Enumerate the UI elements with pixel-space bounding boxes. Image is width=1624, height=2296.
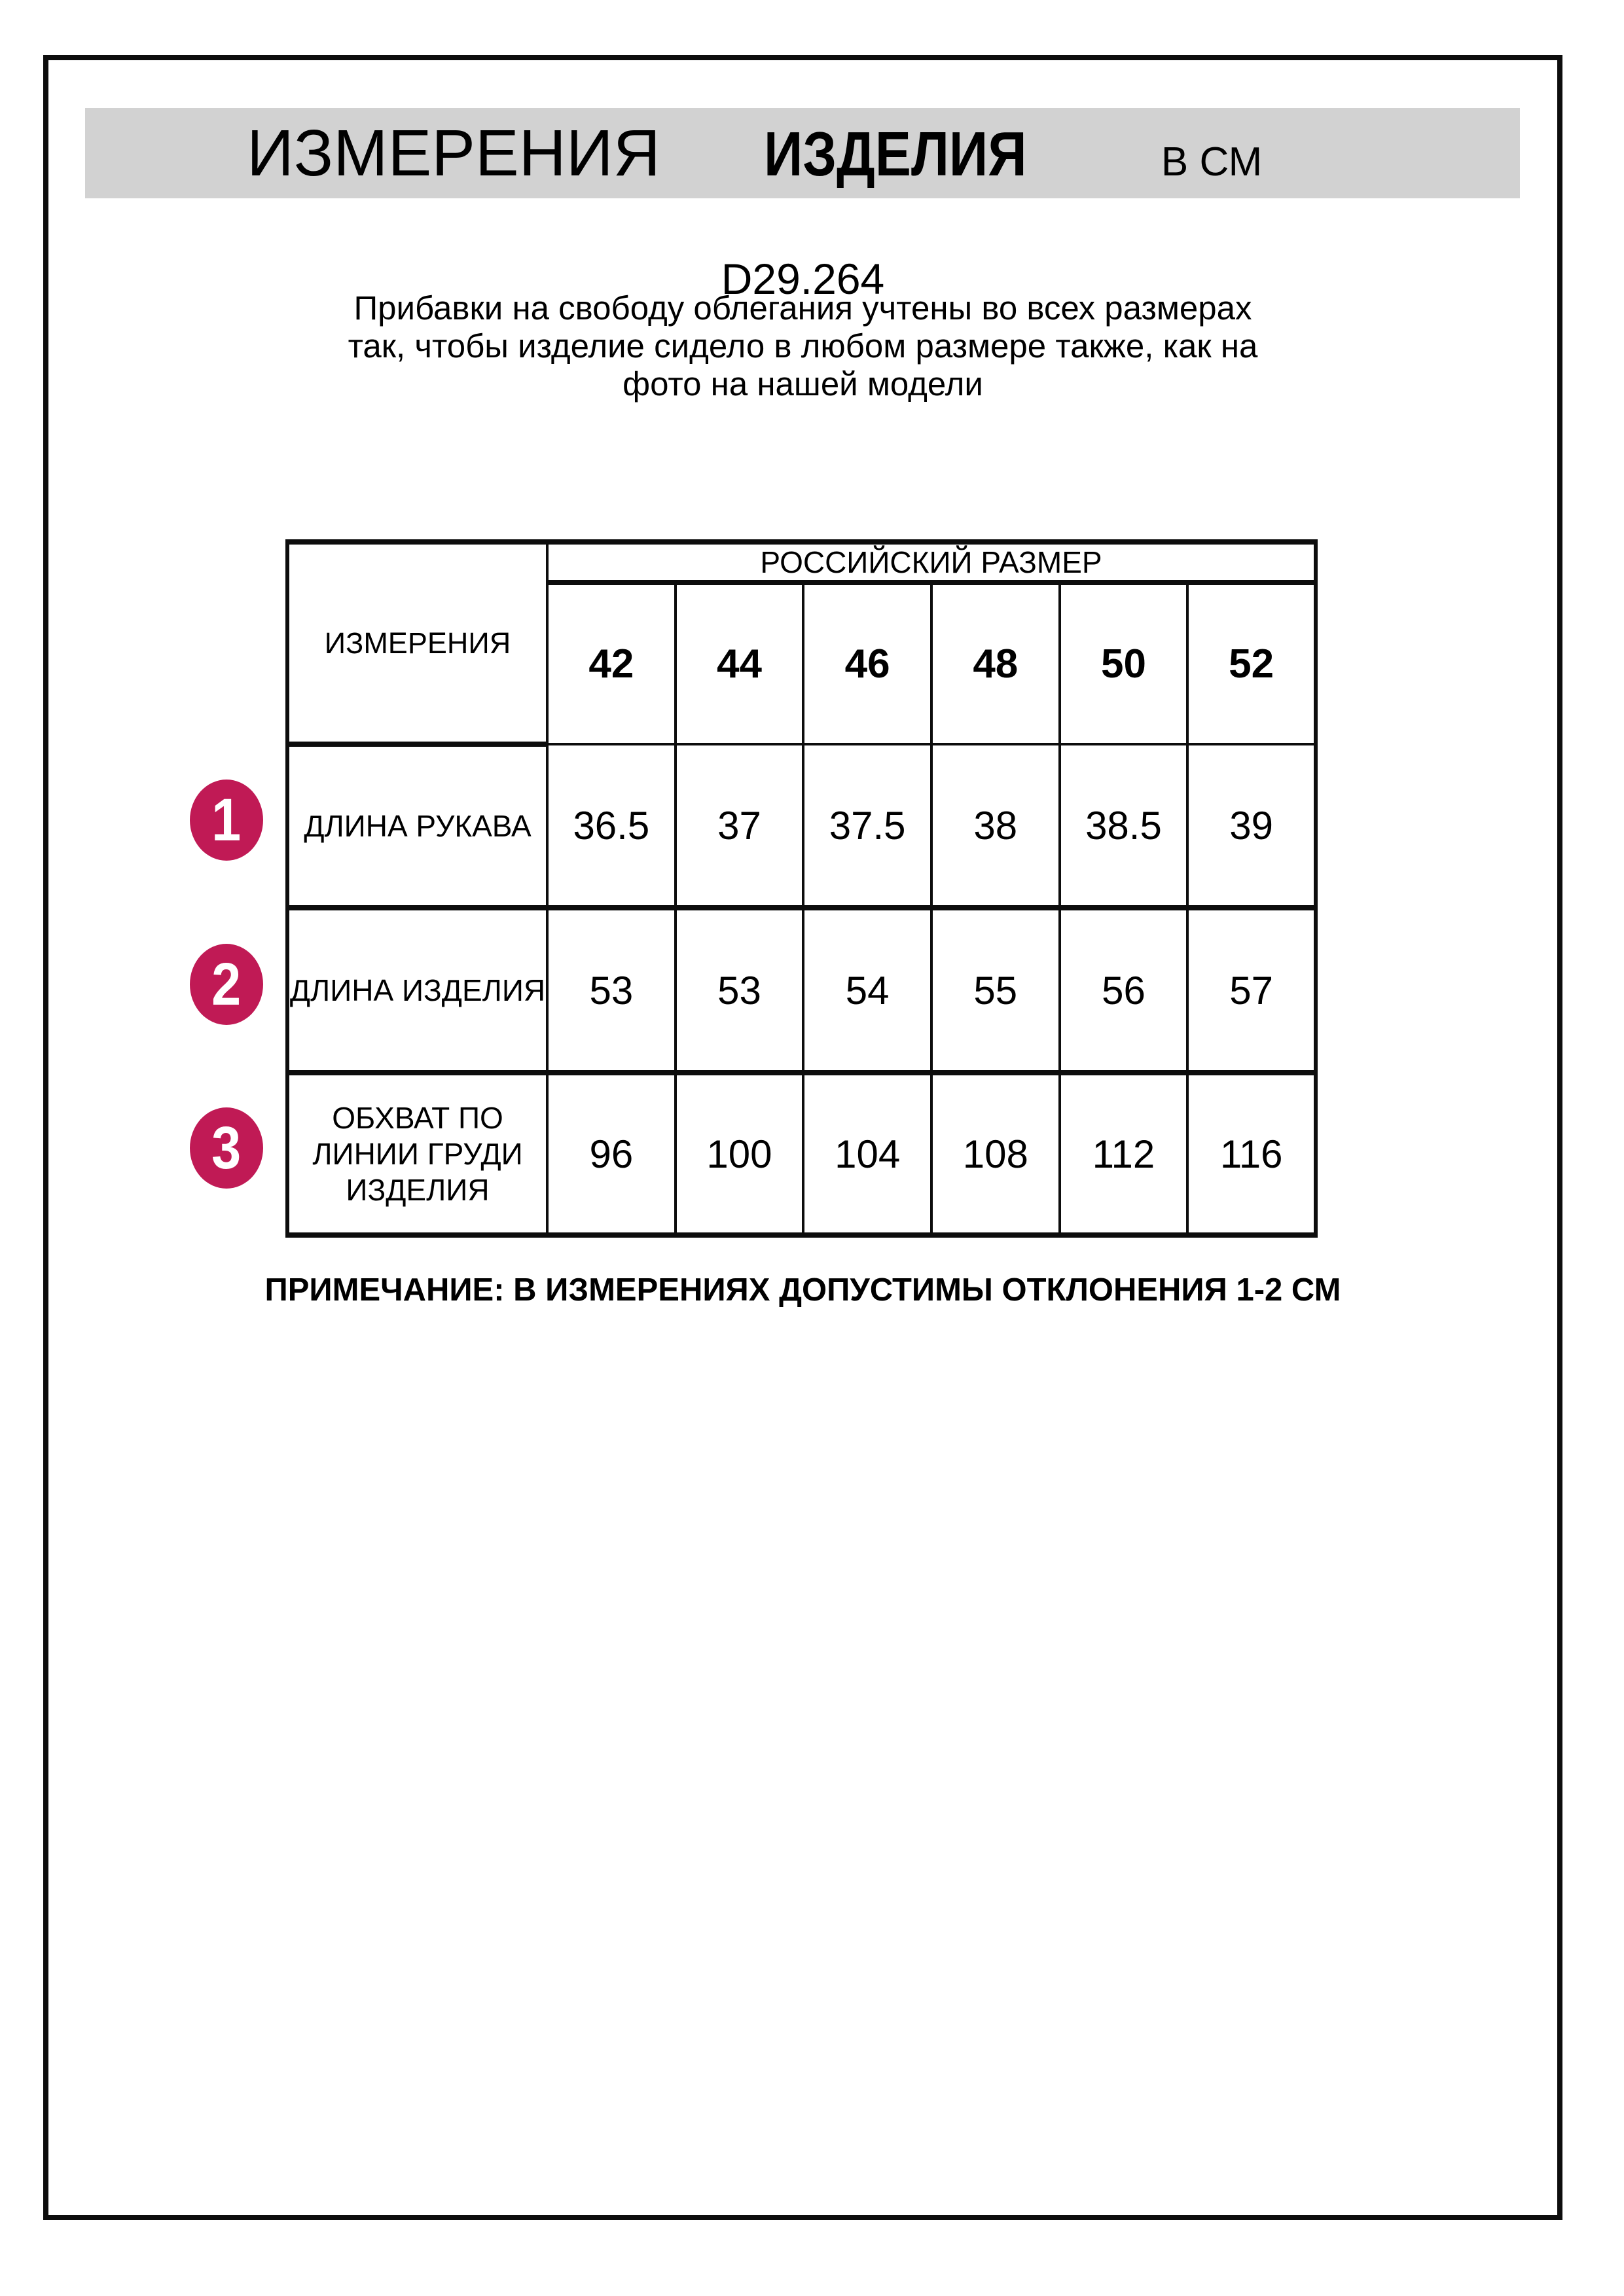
value-cell: 116 <box>1187 1073 1316 1235</box>
size-header-cell: 52 <box>1187 583 1316 744</box>
value-cell: 38.5 <box>1060 744 1188 908</box>
header-title-measurements: ИЗМЕРЕНИЯ <box>247 117 660 190</box>
row-label-chest-girth: ОБХВАТ ПО ЛИНИИ ГРУДИ ИЗДЕЛИЯ <box>287 1073 547 1235</box>
row-label-product-length: ДЛИНА ИЗДЕЛИЯ <box>287 908 547 1073</box>
article-code: D29.264 <box>721 255 885 303</box>
size-header-cell: 44 <box>676 583 804 744</box>
row-number-badge-1: 1 <box>190 780 263 861</box>
value-cell: 55 <box>931 908 1060 1073</box>
table-group-header: РОССИЙСКИЙ РАЗМЕР <box>547 542 1316 583</box>
value-cell: 53 <box>676 908 804 1073</box>
value-cell: 108 <box>931 1073 1060 1235</box>
value-cell: 100 <box>676 1073 804 1235</box>
value-cell: 38 <box>931 744 1060 908</box>
size-header-cell: 46 <box>803 583 931 744</box>
row-label-sleeve-length: ДЛИНА РУКАВА <box>287 744 547 908</box>
value-cell: 39 <box>1187 744 1316 908</box>
header-bar <box>85 108 1520 198</box>
table-corner-label: ИЗМЕРЕНИЯ <box>287 542 547 744</box>
value-cell: 36.5 <box>547 744 676 908</box>
value-cell: 96 <box>547 1073 676 1235</box>
header-title-product: ИЗДЕЛИЯ <box>763 119 1027 189</box>
value-cell: 54 <box>803 908 931 1073</box>
description-line: так, чтобы изделие сидело в любом размере также, как на <box>348 327 1258 365</box>
value-cell: 53 <box>547 908 676 1073</box>
size-table <box>285 539 1318 1238</box>
description-paragraph <box>43 289 1562 403</box>
size-header-cell: 50 <box>1060 583 1188 744</box>
size-header-cell: 48 <box>931 583 1060 744</box>
description-line: фото на нашей модели <box>623 365 983 403</box>
value-cell: 37.5 <box>803 744 931 908</box>
value-cell: 56 <box>1060 908 1188 1073</box>
description-line: Прибавки на свободу облегания учтены во всех размерах <box>353 289 1252 327</box>
value-cell: 104 <box>803 1073 931 1235</box>
row-number-badge-2: 2 <box>190 944 263 1025</box>
value-cell: 37 <box>676 744 804 908</box>
header-title-units: В СМ <box>1161 139 1263 185</box>
size-header-cell: 42 <box>547 583 676 744</box>
value-cell: 57 <box>1187 908 1316 1073</box>
value-cell: 112 <box>1060 1073 1188 1235</box>
row-number-badge-3: 3 <box>190 1107 263 1189</box>
tolerance-note: ПРИМЕЧАНИЕ: В ИЗМЕРЕНИЯХ ДОПУСТИМЫ ОТКЛОНЕНИЯ 1-2 СМ <box>264 1272 1341 1308</box>
